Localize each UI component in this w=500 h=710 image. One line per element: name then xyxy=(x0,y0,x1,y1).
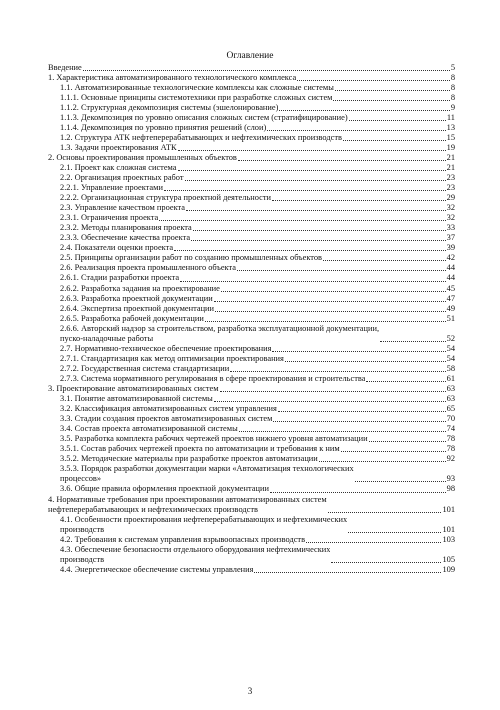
toc-entry-page: 101 xyxy=(442,504,455,514)
toc-entry xyxy=(48,243,455,253)
toc-entry xyxy=(48,133,455,143)
toc-entry xyxy=(48,515,455,535)
toc-entry-title xyxy=(48,314,204,324)
toc-entry-page: 8 xyxy=(450,92,455,102)
toc-entry xyxy=(48,103,455,113)
toc-entry-page: 42 xyxy=(446,253,455,263)
toc-entry xyxy=(48,374,455,384)
toc-entry xyxy=(48,153,455,163)
toc-entry-title xyxy=(48,203,185,213)
dot-leader xyxy=(272,199,446,201)
toc-entry-title xyxy=(48,284,220,294)
dot-leader xyxy=(349,119,446,121)
dot-leader xyxy=(297,79,450,81)
toc-entry-page: 37 xyxy=(446,233,455,243)
dot-leader xyxy=(335,89,450,91)
toc-entry-title xyxy=(48,133,342,143)
toc-entry-title-line: 2.3.3. Обеспечение качества проекта xyxy=(60,233,191,243)
toc-entry xyxy=(48,213,455,223)
dot-leader xyxy=(215,310,446,312)
toc-entry-page: 29 xyxy=(446,193,455,203)
toc-entry-title-line: 4.1. Особенности проектирования нефтеперерабатывающих и нефтехимических xyxy=(60,514,348,524)
toc-entry xyxy=(48,233,455,243)
toc-entry xyxy=(48,183,455,193)
toc-entry-title-line: 1.1. Автоматизированные технологические комплексы как сложные системы xyxy=(60,82,334,92)
dot-leader xyxy=(267,129,445,131)
toc-entry-page: 21 xyxy=(446,162,455,172)
dot-leader xyxy=(306,541,441,543)
toc-entry-page: 8 xyxy=(450,82,455,92)
toc-entry-title xyxy=(48,404,277,414)
toc-entry-title xyxy=(48,103,278,113)
toc-entry-title xyxy=(48,113,348,123)
toc-entry-title xyxy=(48,344,271,354)
dot-leader xyxy=(178,149,446,151)
toc-entry-title xyxy=(48,535,305,545)
toc-entry-page: 93 xyxy=(446,474,455,484)
toc-entry-title xyxy=(48,163,177,173)
toc-entry-title-line: 4.2. Требования к системам управления взрывоопасных производств xyxy=(60,534,306,544)
dot-leader xyxy=(279,109,449,111)
dot-leader xyxy=(254,571,441,573)
toc-entry xyxy=(48,565,455,575)
toc-entry-title xyxy=(48,495,327,515)
dot-leader xyxy=(355,480,446,482)
toc-entry-title-line: 2.1. Проект как сложная система xyxy=(60,162,177,172)
toc-entry-title xyxy=(48,73,296,83)
toc-entry-page: 74 xyxy=(446,424,455,434)
page-title: Оглавление xyxy=(226,51,274,61)
toc-entry-title-line: 4. Нормативные требования при проектировании автоматизированных систем xyxy=(48,494,327,504)
toc-entry xyxy=(48,535,455,545)
toc-entry-title-line: производств xyxy=(60,554,105,564)
toc-entry-title-line: 2.2.2. Организационная структура проектной деятельности xyxy=(60,193,272,203)
toc-entry-title xyxy=(48,123,266,133)
dot-leader xyxy=(343,139,446,141)
toc-entry xyxy=(48,163,455,173)
toc-entry xyxy=(48,123,455,133)
toc-entry-title-line: 4.3. Обеспечение безопасности отдельного оборудования нефтехимических xyxy=(60,544,331,554)
toc-entry-title-line: 2.5. Принципы организации работ по созданию промышленных объектов xyxy=(60,253,322,263)
dot-leader xyxy=(230,370,445,372)
toc-entry xyxy=(48,294,455,304)
toc-entry-page: 8 xyxy=(450,72,455,82)
dot-leader xyxy=(191,239,446,241)
toc-entry xyxy=(48,484,455,494)
toc-entry-title-line: 1.1.2. Структурная декомпозиция системы (эшелонирование) xyxy=(60,102,279,112)
toc-entry-title-line: Введение xyxy=(48,62,82,72)
toc-entry-page: 15 xyxy=(446,132,455,142)
toc-entry-title-line: 2.6.2. Разработка задания на проектирование xyxy=(60,283,220,293)
toc-entry-page: 32 xyxy=(446,213,455,223)
toc-entry-title-line: 3.2. Классификация автоматизированных систем управления xyxy=(60,404,277,414)
dot-leader xyxy=(331,561,441,563)
toc-entry-title xyxy=(48,324,379,344)
toc-entry xyxy=(48,454,455,464)
toc-entry xyxy=(48,93,455,103)
toc-entry-title-line: 3.5.3. Порядок разработки документации марки «Автоматизация технологических xyxy=(60,464,354,474)
toc-entry-page: 44 xyxy=(446,263,455,273)
toc-entry-title xyxy=(48,294,213,304)
toc-entry xyxy=(48,304,455,314)
dot-leader xyxy=(164,189,446,191)
toc-entry-title-line: 2.7.1. Стандартизация как метод оптимизации проектирования xyxy=(60,353,284,363)
toc-entry-title-line: 2.7.2. Государственная система стандартизации xyxy=(60,363,230,373)
toc-entry-title-line: 3.1. Понятие автоматизированной системы xyxy=(60,394,213,404)
dot-leader xyxy=(239,430,446,432)
dot-leader xyxy=(193,229,446,231)
toc-entry xyxy=(48,223,455,233)
dot-leader xyxy=(341,450,446,452)
toc-entry-page: 45 xyxy=(446,283,455,293)
toc-entry xyxy=(48,193,455,203)
dot-leader xyxy=(237,269,446,271)
dot-leader xyxy=(273,420,445,422)
toc-entry-title-line: 2.6.3. Разработка проектной документации xyxy=(60,293,213,303)
toc-entry-title-line: 3.3. Стадии создания проектов автоматизированных систем xyxy=(60,414,273,424)
toc-entry xyxy=(48,424,455,434)
toc-entry-title xyxy=(48,263,236,273)
toc-entry xyxy=(48,173,455,183)
dot-leader xyxy=(369,440,446,442)
toc-entry xyxy=(48,253,455,263)
toc-entry-page: 32 xyxy=(446,203,455,213)
toc-entry-title-line: 1.3. Задачи проектирования АТК xyxy=(60,142,177,152)
toc-entry xyxy=(48,73,455,83)
dot-leader xyxy=(285,360,446,362)
dot-leader xyxy=(319,460,446,462)
toc-entry-title xyxy=(48,374,365,384)
page-number: 3 xyxy=(247,686,253,696)
toc-entry xyxy=(48,444,455,454)
toc-entry xyxy=(48,344,455,354)
toc-entry-page: 101 xyxy=(442,524,455,534)
toc-entry-page: 109 xyxy=(442,564,455,574)
toc-entry-title-line: 2.7.3. Система нормативного регулирования в сфере проектирования и строительства xyxy=(60,373,366,383)
dot-leader xyxy=(221,290,446,292)
toc-entry-page: 78 xyxy=(446,434,455,444)
dot-leader xyxy=(270,491,446,493)
toc-entry-title-line: 2.6.1. Стадии разработки проекта xyxy=(60,273,180,283)
toc-entry xyxy=(48,434,455,444)
dot-leader xyxy=(174,249,446,251)
toc-entry-title-line: 2.2. Организация проектных работ xyxy=(60,173,184,183)
toc-entry-title-line: 2.6.4. Экспертиза проектной документации xyxy=(60,303,215,313)
toc-entry-title xyxy=(48,143,177,153)
toc-entry-title xyxy=(48,183,163,193)
dot-leader xyxy=(278,410,446,412)
toc-entry-title-line: 1.1.1. Основные принципы системотехники при разработке сложных систем xyxy=(60,92,333,102)
toc-entry-page: 13 xyxy=(446,122,455,132)
toc-entry-title xyxy=(48,213,158,223)
toc-entry-title xyxy=(48,83,334,93)
toc-entry-page: 23 xyxy=(446,183,455,193)
dot-leader xyxy=(366,380,445,382)
dot-leader xyxy=(185,179,446,181)
toc-entry-page: 105 xyxy=(442,554,455,564)
toc-entry-title-line: процессов» xyxy=(60,474,102,484)
toc-entry-title xyxy=(48,515,347,535)
toc-entry-title-line: 1. Характеристика автоматизированного технологического комплекса xyxy=(48,72,297,82)
dot-leader xyxy=(333,99,449,101)
toc-entry-page: 33 xyxy=(446,223,455,233)
dot-leader xyxy=(328,511,442,513)
toc-entry-title xyxy=(48,414,272,424)
toc-entry-page: 51 xyxy=(446,313,455,323)
toc-entry-title xyxy=(48,273,179,283)
toc-entry xyxy=(48,384,455,394)
dot-leader xyxy=(323,259,446,261)
toc-entry-title-line: 2.7. Нормативно-техническое обеспечение проектирования xyxy=(60,343,272,353)
toc-entry-title-line: 2.6. Реализация проекта промышленного объекта xyxy=(60,263,236,273)
dot-leader xyxy=(178,169,446,171)
toc-entry-title-line: 2.4. Показатели оценки проекта xyxy=(60,243,174,253)
toc-entry-page: 47 xyxy=(446,293,455,303)
toc-entry-page: 63 xyxy=(446,384,455,393)
dot-leader xyxy=(380,340,446,342)
toc-entry xyxy=(48,314,455,324)
toc-entry-title-line: 3.4. Состав проекта автоматизированной системы xyxy=(60,424,238,434)
toc-entry xyxy=(48,83,455,93)
toc-entry-page: 39 xyxy=(446,243,455,253)
toc-entry xyxy=(48,464,455,484)
toc-entry-title-line: 2.3.2. Методы планирования проекта xyxy=(60,223,192,233)
toc-entry xyxy=(48,495,455,515)
dot-leader xyxy=(214,300,446,302)
toc-entry-page: 61 xyxy=(446,373,455,383)
toc-entry-title-line: 2.3. Управление качеством проекта xyxy=(60,203,186,213)
toc-entry xyxy=(48,354,455,364)
toc-entry-title xyxy=(48,484,269,494)
toc-entry-page: 78 xyxy=(446,444,455,454)
dot-leader xyxy=(214,400,446,402)
dot-leader xyxy=(180,280,446,282)
toc-entry-page: 65 xyxy=(446,404,455,414)
toc-entry-page: 44 xyxy=(446,273,455,283)
toc-entry-title xyxy=(48,545,330,565)
toc-entry-page: 54 xyxy=(446,343,455,353)
toc-entry xyxy=(48,324,455,344)
toc-entry-title-line: 1.2. Структура АТК нефтеперерабатывающих и нефтехимических производств xyxy=(60,132,342,142)
toc-entry-page: 63 xyxy=(446,394,455,404)
toc-entry-title-line: 2.2.1. Управление проектами xyxy=(60,183,163,193)
toc-entry-title xyxy=(48,193,271,203)
dot-leader xyxy=(83,69,450,71)
toc-entry-title-line: 1.1.3. Декомпозиция по уровню описания сложных систем (стратифицирование) xyxy=(60,112,348,122)
toc-entry-page: 11 xyxy=(446,112,455,122)
toc-entry-title xyxy=(48,444,340,454)
toc-entry-title-line: 1.1.4. Декомпозиция по уровню принятия решений (слои) xyxy=(60,122,267,132)
toc-entry-page: 19 xyxy=(446,142,455,152)
toc-entry-title-line: 2. Основы проектирования промышленных объектов xyxy=(48,152,237,162)
dot-leader xyxy=(348,531,441,533)
table-of-contents xyxy=(48,63,455,575)
toc-entry xyxy=(48,113,455,123)
toc-entry-title xyxy=(48,253,322,263)
toc-entry-title-line: 2.6.5. Разработка рабочей документации xyxy=(60,313,204,323)
toc-entry-title xyxy=(48,304,214,314)
toc-entry-title xyxy=(48,153,237,163)
toc-entry-page: 58 xyxy=(446,363,455,373)
toc-entry-title-line: 3.6. Общие правила оформления проектной документации xyxy=(60,484,269,494)
toc-entry-title-line: 3.5.2. Методические материалы при разработке проектов автоматизации xyxy=(60,454,318,464)
toc-entry-title xyxy=(48,63,82,73)
toc-entry xyxy=(48,284,455,294)
toc-entry-title xyxy=(48,454,318,464)
toc-entry-title-line: 4.4. Энергетическое обеспечение системы управления xyxy=(60,564,254,574)
toc-entry xyxy=(48,394,455,404)
toc-entry-title xyxy=(48,464,354,484)
toc-entry-page: 21 xyxy=(446,152,455,162)
dot-leader xyxy=(186,209,446,211)
toc-entry-page: 98 xyxy=(446,484,455,494)
dot-leader xyxy=(159,219,445,221)
toc-entry-title xyxy=(48,93,332,103)
toc-entry-title-line: 2.3.1. Ограничения проекта xyxy=(60,213,159,223)
toc-entry xyxy=(48,364,455,374)
toc-entry-title-line: 3.5.1. Состав рабочих чертежей проекта по автоматизации и требования к ним xyxy=(60,444,340,454)
toc-entry xyxy=(48,203,455,213)
toc-entry-title-line: 2.6.6. Авторский надзор за строительством, разработка эксплуатационной документации, xyxy=(60,323,380,333)
toc-entry-title xyxy=(48,223,192,233)
dot-leader xyxy=(220,390,446,392)
toc-entry-page: 49 xyxy=(446,303,455,313)
toc-entry-title xyxy=(48,243,173,253)
toc-entry-page: 52 xyxy=(446,333,455,343)
toc-entry-title-line: нефтеперерабатывающих и нефтехимических производств xyxy=(48,504,258,514)
toc-entry-title-line: 3. Проектирование автоматизированных систем xyxy=(48,384,219,393)
toc-entry-title-line: пуско-наладочные работы xyxy=(60,333,154,343)
toc-entry xyxy=(48,545,455,565)
toc-entry-title xyxy=(48,565,253,575)
toc-entry-page: 5 xyxy=(450,62,455,72)
toc-entry-title xyxy=(48,424,238,434)
toc-entry-title xyxy=(48,364,229,374)
dot-leader xyxy=(272,350,445,352)
toc-entry xyxy=(48,404,455,414)
dot-leader xyxy=(238,159,446,161)
toc-entry-page: 70 xyxy=(446,414,455,424)
toc-entry-page: 23 xyxy=(446,173,455,183)
toc-entry-title-line: производств xyxy=(60,524,105,534)
toc-entry-page: 92 xyxy=(446,454,455,464)
toc-entry-title-line: 3.5. Разработка комплекта рабочих чертежей проектов нижнего уровня автоматизации xyxy=(60,434,368,444)
toc-entry-title xyxy=(48,384,219,394)
toc-entry-page: 9 xyxy=(450,102,455,112)
toc-entry xyxy=(48,263,455,273)
toc-entry-title xyxy=(48,173,184,183)
toc-entry-title xyxy=(48,434,368,444)
toc-entry xyxy=(48,63,455,73)
toc-entry-title xyxy=(48,233,190,243)
dot-leader xyxy=(205,320,446,322)
toc-entry xyxy=(48,273,455,283)
toc-entry xyxy=(48,143,455,153)
toc-entry-page: 103 xyxy=(442,534,455,544)
toc-entry-page: 54 xyxy=(446,353,455,363)
toc-entry xyxy=(48,414,455,424)
toc-entry-title xyxy=(48,394,213,404)
toc-entry-title xyxy=(48,354,284,364)
